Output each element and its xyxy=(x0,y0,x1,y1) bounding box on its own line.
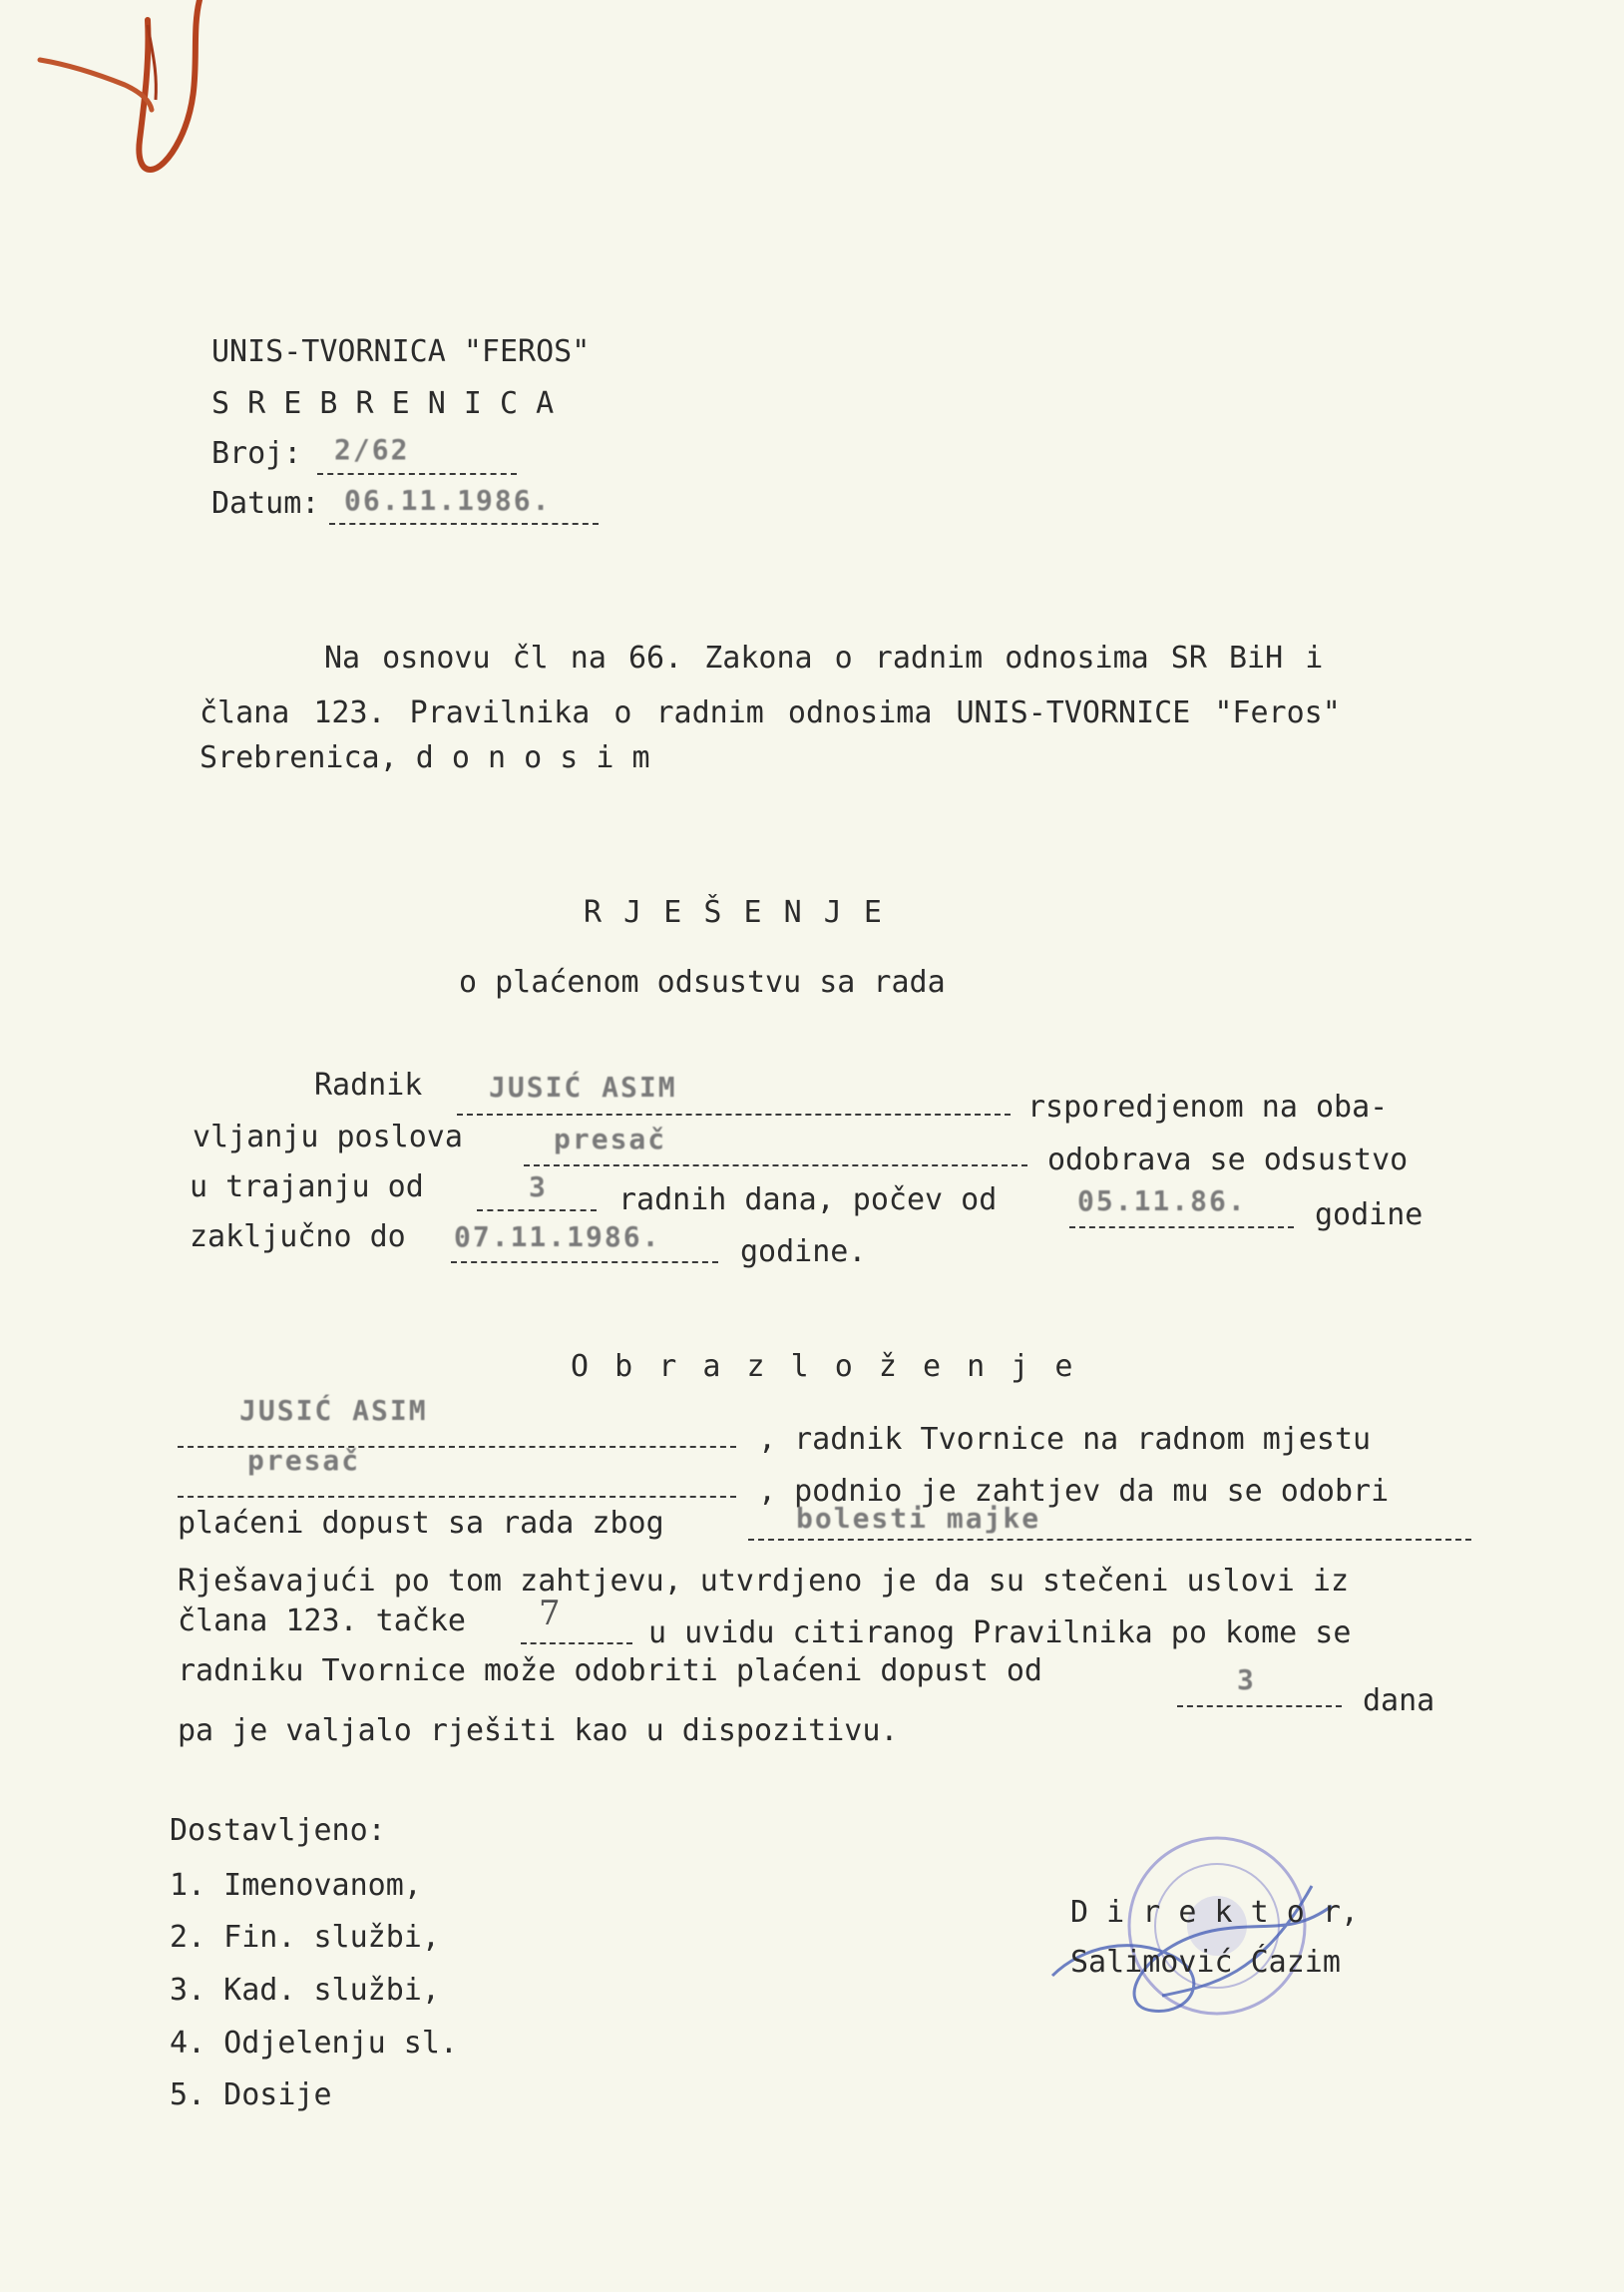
distribution-item: 4. Odjelenju sl. xyxy=(170,2026,458,2061)
dopust-value: 3 xyxy=(1237,1663,1256,1696)
radniku-text: radniku Tvornice može odobriti plaćeni dopust od xyxy=(178,1653,1042,1688)
round-stamp xyxy=(1042,1826,1362,2046)
distribution-item: 1. Imenovanom, xyxy=(170,1868,422,1903)
radnik-tvornice-text: , radnik Tvornice na radnom mjestu xyxy=(758,1422,1372,1457)
zakljucno-value: 07.11.1986. xyxy=(454,1220,661,1253)
signature-role: D i r e k t o r, xyxy=(1070,1895,1359,1930)
company-city: S R E B R E N I C A xyxy=(211,386,555,421)
datum-value: 06.11.1986. xyxy=(344,484,552,517)
clana-text: člana 123. tačke xyxy=(178,1604,466,1638)
dopust-line xyxy=(1177,1671,1342,1707)
pa-je-text: pa je valjalo rješiti kao u dispozitivu. xyxy=(178,1713,899,1748)
radnik-label: Radnik xyxy=(314,1068,423,1103)
trajanje-text: u trajanju od xyxy=(190,1169,424,1204)
rjesavajuci-text: Rješavajući po tom zahtjevu, utvrdjeno je da su stečeni uslovi iz xyxy=(178,1564,1349,1599)
odobrava-text: odobrava se odsustvo xyxy=(1047,1143,1409,1177)
pocev-value: 05.11.86. xyxy=(1077,1184,1247,1217)
godine-text-2: godine. xyxy=(740,1234,867,1269)
godine-text-1: godine xyxy=(1315,1197,1423,1232)
dana-text: dana xyxy=(1363,1683,1435,1718)
razlog-value: bolesti majke xyxy=(796,1502,1041,1535)
broj-label: Broj: xyxy=(211,436,302,471)
zakljucno-text: zaključno do xyxy=(190,1219,406,1254)
intro-line-2: člana 123. Pravilnika o radnim odnosima UNIS-TVORNICE "Feros" xyxy=(200,695,1341,730)
distribution-item: 3. Kad. službi, xyxy=(170,1973,440,2008)
uvidu-text: u uvidu citiranog Pravilnika po kome se xyxy=(648,1615,1352,1650)
obraz-name-value: JUSIĆ ASIM xyxy=(239,1394,428,1427)
distribution-item: 5. Dosije xyxy=(170,2077,332,2112)
dostavljeno-title: Dostavljeno: xyxy=(170,1813,386,1848)
signature-name: Salimović Ćazim xyxy=(1070,1945,1341,1980)
radnik-value: JUSIĆ ASIM xyxy=(489,1071,677,1104)
obrazlozenje-title: O b r a z l o ž e n j e xyxy=(571,1349,1077,1384)
radnih-dana-text: radnih dana, počev od xyxy=(618,1182,998,1217)
document-title: R J E Š E N J E xyxy=(584,895,884,930)
document-subtitle: o plaćenom odsustvu sa rada xyxy=(459,965,946,1000)
distribution-item: 2. Fin. službi, xyxy=(170,1920,440,1955)
posao-value: presač xyxy=(554,1123,667,1155)
obraz-posao-value: presač xyxy=(247,1444,361,1477)
thread-binding xyxy=(30,0,229,190)
intro-line-3: Srebrenica, d o n o s i m xyxy=(200,740,650,775)
tacka-value: 7 xyxy=(539,1594,561,1633)
vljanju-text: vljanju poslova xyxy=(193,1120,463,1154)
trajanje-value: 3 xyxy=(529,1170,548,1203)
placeni-text: plaćeni dopust sa rada zbog xyxy=(178,1506,664,1541)
broj-value: 2/62 xyxy=(334,433,410,466)
rasporedjen-text: rsporedjenom na oba- xyxy=(1027,1090,1389,1125)
company-name: UNIS-TVORNICA "FEROS" xyxy=(211,334,591,369)
podnio-text: , podnio je zahtjev da mu se odobri xyxy=(758,1474,1390,1509)
datum-label: Datum: xyxy=(211,486,320,521)
intro-line-1: Na osnovu čl na 66. Zakona o radnim odnosima SR BiH i xyxy=(324,641,1324,676)
tacka-line xyxy=(521,1608,632,1644)
